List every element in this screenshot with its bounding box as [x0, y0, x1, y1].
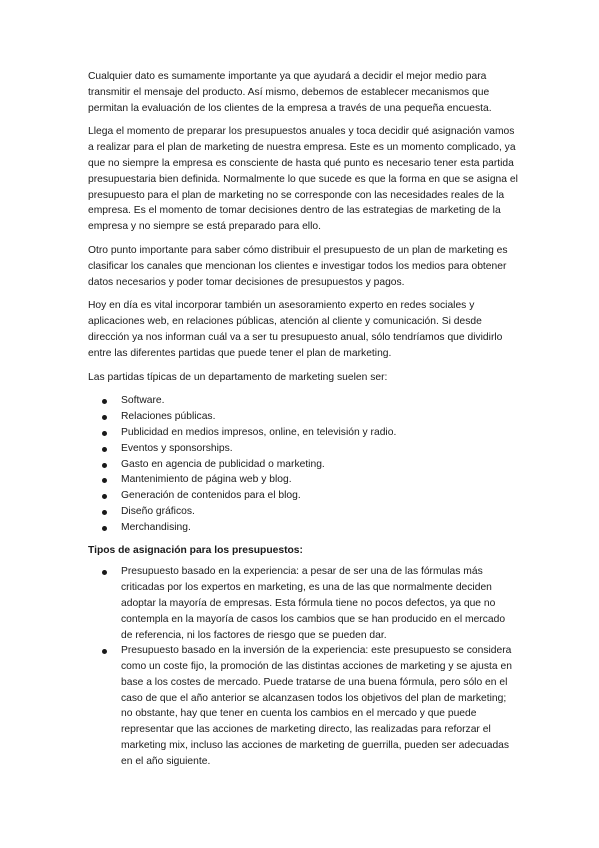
paragraph-3: Otro punto importante para saber cómo distribuir el presupuesto de un plan de marketing es clasificar los canales que mencionan los clientes e investigar todos los medios para obtener datos necesarios y poder tomar decisiones de presupuestos y pagos.	[88, 244, 508, 288]
bullet-icon	[102, 570, 107, 575]
bullet-icon	[102, 399, 107, 404]
bullet-icon	[102, 415, 107, 420]
list-item: Relaciones públicas.	[88, 409, 518, 425]
list-item: Software.	[88, 393, 518, 409]
list-item: Diseño gráficos.	[88, 504, 518, 520]
list-item: Presupuesto basado en la experiencia: a pesar de ser una de las fórmulas más criticadas por los expertos en marketing, es una de las que normalmente deciden adoptar la mayoría de empresas. Esta fórmula tiene no pocos defectos, ya que no contempla en la mayoría de casos los cambios que se han producido en el mercado de referencia, ni los factores de riesgo que se pueden dar.	[88, 564, 518, 643]
list-item: Mantenimiento de página web y blog.	[88, 472, 518, 488]
document-body	[88, 69, 518, 777]
list-item: Merchandising.	[88, 520, 518, 536]
bullet-icon	[102, 649, 107, 654]
list-item: Gasto en agencia de publicidad o marketing.	[88, 457, 518, 473]
list-item: Generación de contenidos para el blog.	[88, 488, 518, 504]
partidas-list	[88, 393, 518, 535]
bullet-icon	[102, 447, 107, 452]
list-item: Eventos y sponsorships.	[88, 441, 518, 457]
paragraph-5: Las partidas típicas de un departamento de marketing suelen ser:	[88, 371, 388, 383]
section-heading: Tipos de asignación para los presupuestos:	[88, 544, 303, 556]
bullet-icon	[102, 526, 107, 531]
bullet-icon	[102, 431, 107, 436]
tipos-list	[88, 564, 518, 769]
bullet-icon	[102, 510, 107, 515]
paragraph-2: Llega el momento de preparar los presupuestos anuales y toca decidir qué asignación vamos a realizar para el plan de marketing de nuestra empresa. Este es un momento complicado, ya que no siempre la empresa es consciente de hasta qué punto es necesario tener esta partida presupuestaria bien definida. Normalmente lo que sucede es que la forma en que se asigna el presupuesto para el plan de marketing no se corresponde con las necesidades reales de la empresa. Es el momento de tomar decisiones dentro de las estrategias de marketing de la empresa y no siempre se está preparado para ello.	[88, 126, 518, 233]
bullet-icon	[102, 463, 107, 468]
paragraph-4: Hoy en día es vital incorporar también un asesoramiento experto en redes sociales y aplicaciones web, en relaciones públicas, atención al cliente y comunicación. Si desde dirección ya nos informan cuál va a ser tu presupuesto anual, sólo tendríamos que dividirlo entre las diferentes partidas que puede tener el plan de marketing.	[88, 300, 503, 359]
bullet-icon	[102, 494, 107, 499]
paragraph-1: Cualquier dato es sumamente importante ya que ayudará a decidir el mejor medio para transmitir el mensaje del producto. Así mismo, debemos de establecer mecanismos que permitan la evaluación de los clientes de la empresa a través de una pequeña encuesta.	[88, 71, 492, 114]
bullet-icon	[102, 478, 107, 483]
list-item: Publicidad en medios impresos, online, en televisión y radio.	[88, 425, 518, 441]
list-item: Presupuesto basado en la inversión de la experiencia: este presupuesto se considera como un coste fijo, la promoción de las distintas acciones de marketing y se ajusta en base a los costes de mercado. Puede tratarse de una buena fórmula, pero sólo en el caso de que el año anterior se alcanzasen todos los objetivos del plan de marketing; no obstante, hay que tener en cuenta los cambios en el mercado y que puede representar que las acciones de marketing directo, las realizadas para reforzar el marketing mix, incluso las acciones de marketing de guerrilla, pueden ser adecuadas en el año siguiente.	[88, 643, 518, 769]
